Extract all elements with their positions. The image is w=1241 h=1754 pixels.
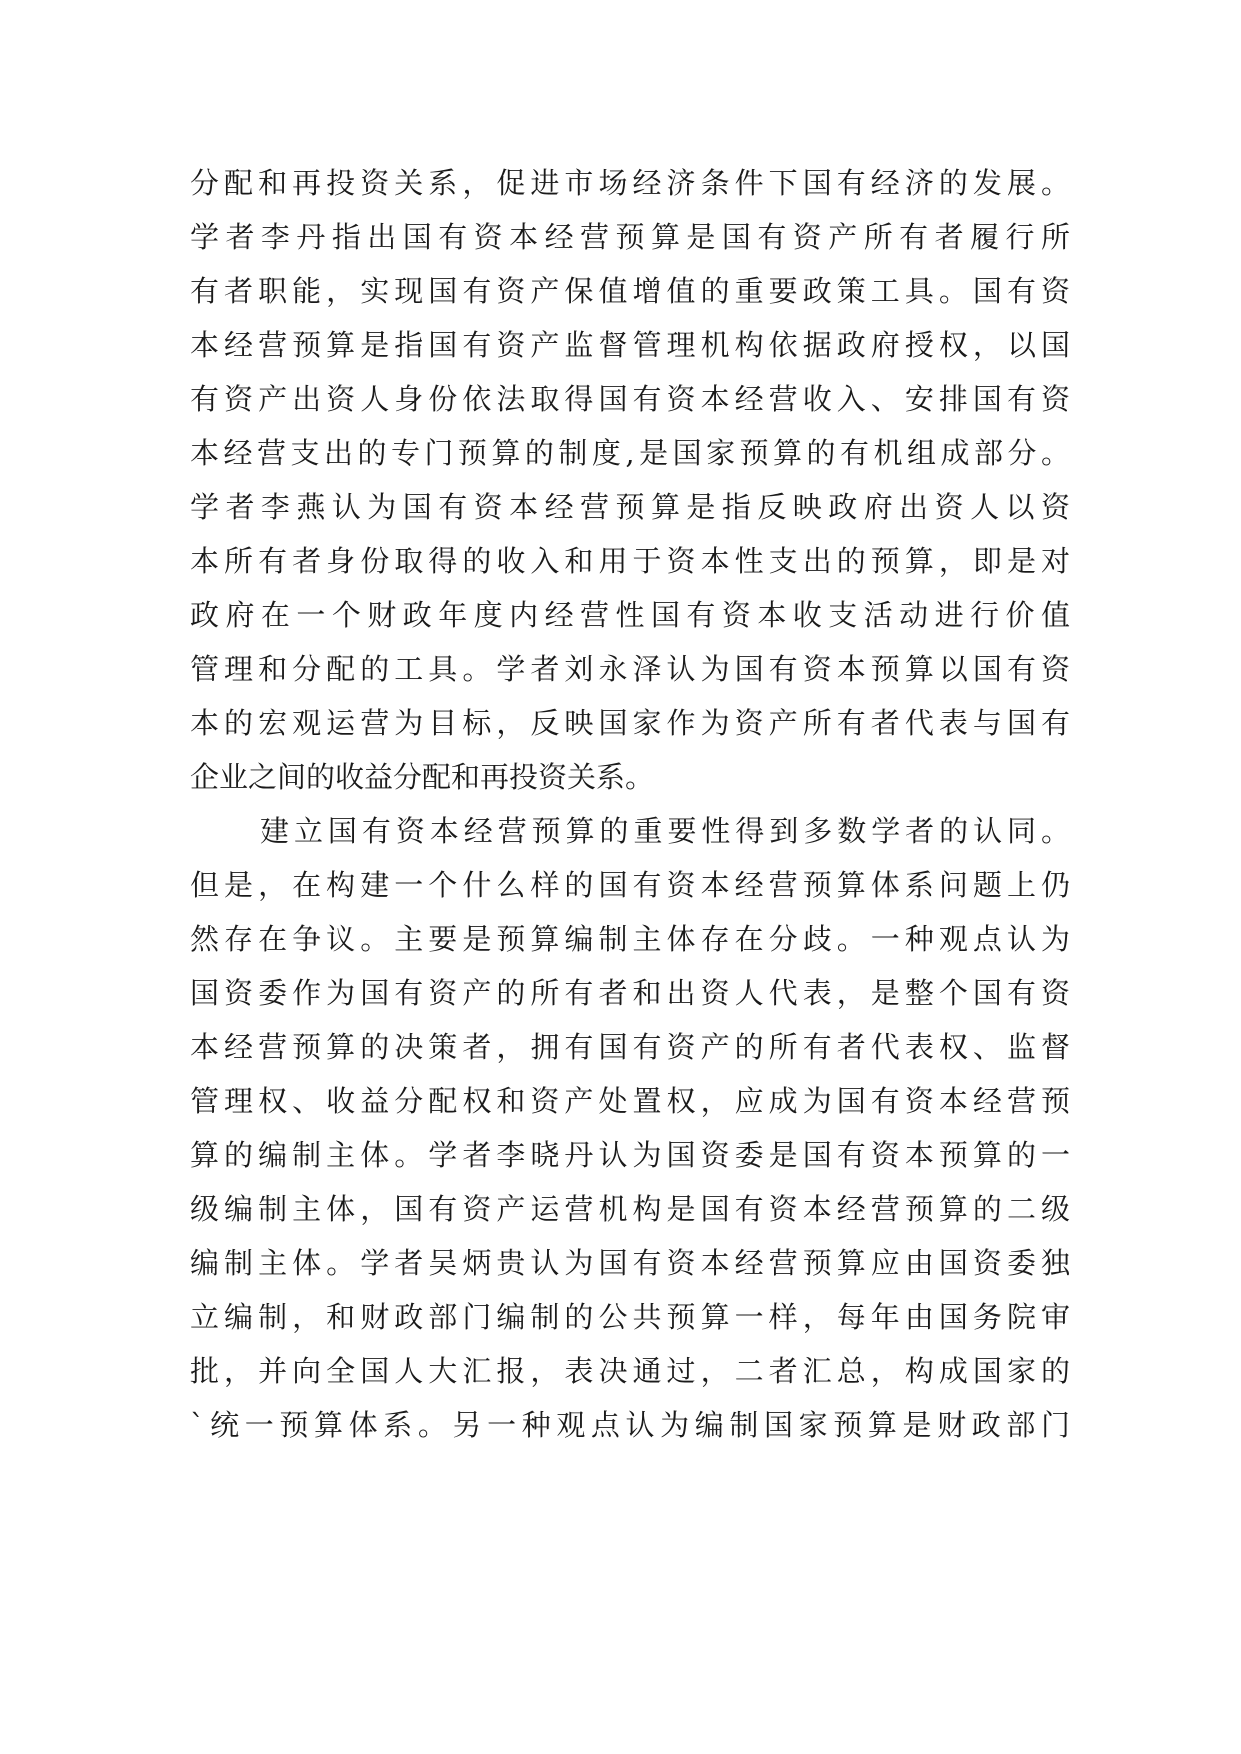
text-line: 级编制主体，国有资产运营机构是国有资本经营预算的二级 xyxy=(190,1192,1070,1226)
text-line: `统一预算体系。另一种观点认为编制国家预算是财政部门 xyxy=(190,1408,1070,1442)
text-line: 企业之间的收益分配和再投资关系。 xyxy=(190,760,655,794)
text-line: 本经营预算的决策者，拥有国有资产的所有者代表权、监督 xyxy=(190,1030,1070,1064)
text-line: 本经营预算是指国有资产监督管理机构依据政府授权，以国 xyxy=(190,328,1070,362)
text-line: 批，并向全国人大汇报，表决通过，二者汇总，构成国家的 xyxy=(190,1354,1070,1388)
text-line: 但是，在构建一个什么样的国有资本经营预算体系问题上仍 xyxy=(190,868,1070,902)
text-line: 有者职能，实现国有资产保值增值的重要政策工具。国有资 xyxy=(190,274,1070,308)
text-line: 编制主体。学者吴炳贵认为国有资本经营预算应由国资委独 xyxy=(190,1246,1070,1280)
text-line: 管理权、收益分配权和资产处置权，应成为国有资本经营预 xyxy=(190,1084,1070,1118)
text-line: 学者李燕认为国有资本经营预算是指反映政府出资人以资 xyxy=(190,490,1070,524)
text-line: 立编制，和财政部门编制的公共预算一样，每年由国务院审 xyxy=(190,1300,1070,1334)
text-line: 然存在争议。主要是预算编制主体存在分歧。一种观点认为 xyxy=(190,922,1070,956)
text-line: 学者李丹指出国有资本经营预算是国有资产所有者履行所 xyxy=(190,220,1070,254)
text-line: 政府在一个财政年度内经营性国有资本收支活动进行价值 xyxy=(190,598,1070,632)
text-line: 国资委作为国有资产的所有者和出资人代表，是整个国有资 xyxy=(190,976,1070,1010)
text-line: 本经营支出的专门预算的制度,是国家预算的有机组成部分。 xyxy=(190,436,1070,470)
text-line: 分配和再投资关系，促进市场经济条件下国有经济的发展。 xyxy=(190,166,1070,200)
text-line: 有资产出资人身份依法取得国有资本经营收入、安排国有资 xyxy=(190,382,1070,416)
text-line: 算的编制主体。学者李晓丹认为国资委是国有资本预算的一 xyxy=(190,1138,1070,1172)
text-line: 建立国有资本经营预算的重要性得到多数学者的认同。 xyxy=(260,814,1070,848)
body-text xyxy=(190,156,1070,1452)
text-line: 本的宏观运营为目标，反映国家作为资产所有者代表与国有 xyxy=(190,706,1070,740)
text-line: 本所有者身份取得的收入和用于资本性支出的预算，即是对 xyxy=(190,544,1070,578)
text-line: 管理和分配的工具。学者刘永泽认为国有资本预算以国有资 xyxy=(190,652,1070,686)
